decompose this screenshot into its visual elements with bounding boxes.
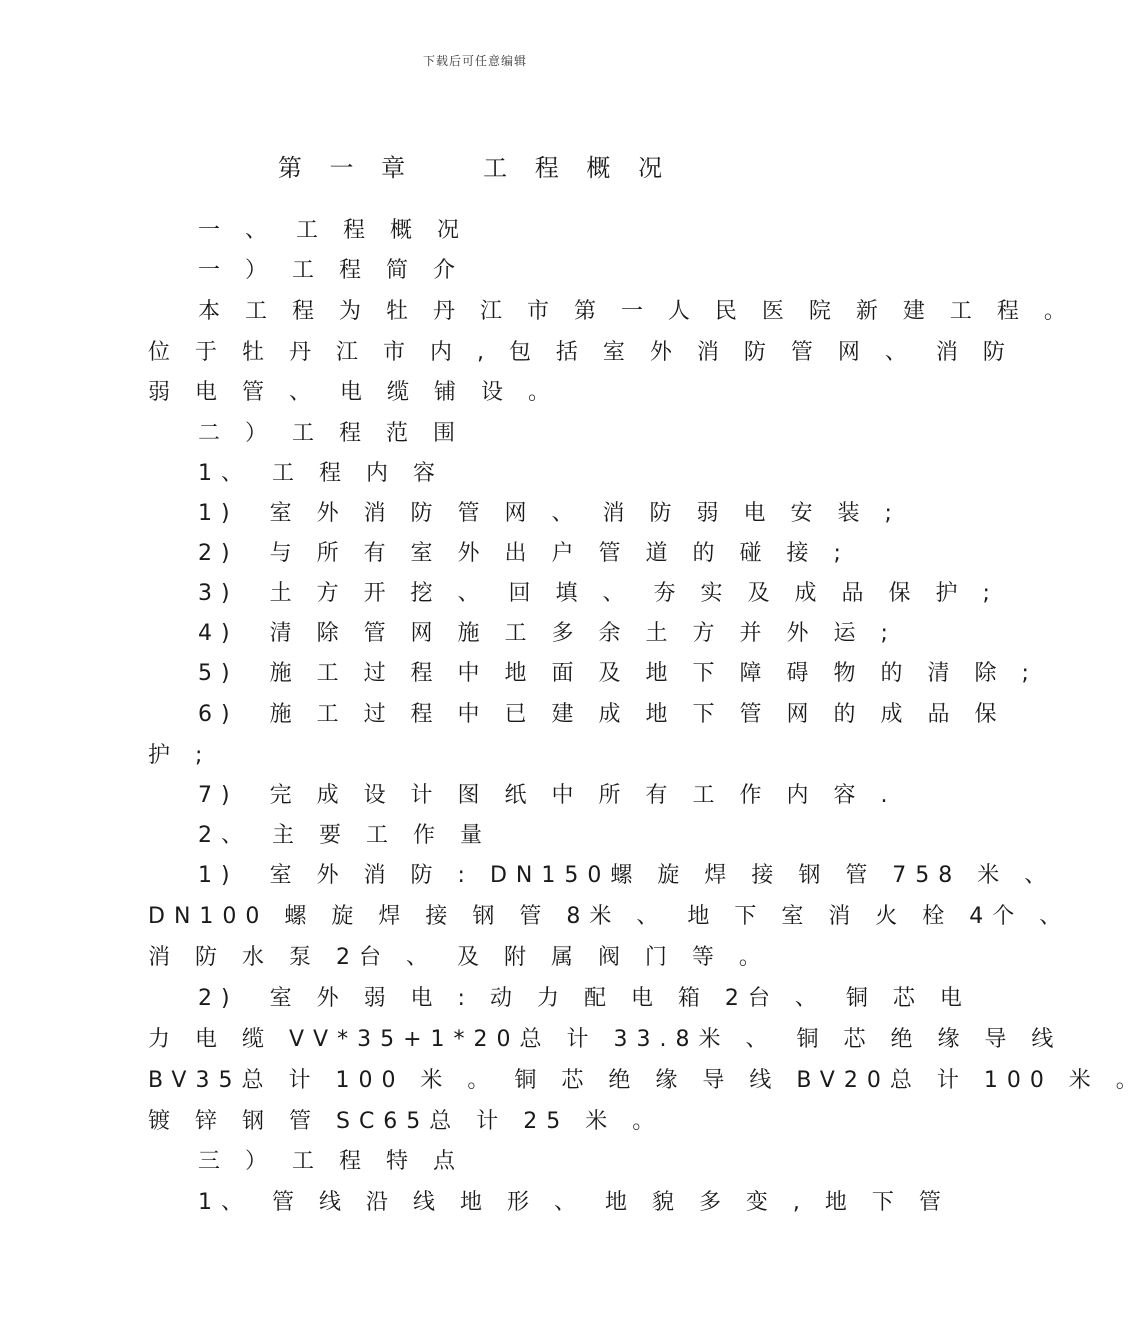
list-item-continuation: 消 防 水 泵 2台 、 及 附 属 阀 门 等 。 bbox=[148, 945, 770, 970]
section-heading: 一 、 工 程 概 况 bbox=[198, 218, 468, 243]
paragraph-line: 位 于 牡 丹 江 市 内 , 包 括 室 外 消 防 管 网 、 消 防 bbox=[148, 340, 1014, 365]
header-note: 下载后可任意编辑 bbox=[422, 54, 527, 68]
item-heading: 2、 主 要 工 作 量 bbox=[198, 823, 491, 848]
list-item: 5) 施 工 过 程 中 地 面 及 地 下 障 碍 物 的 清 除 ; bbox=[198, 661, 1038, 686]
chapter-title: 第 一 章 工 程 概 况 bbox=[277, 154, 673, 182]
list-item: 4) 清 除 管 网 施 工 多 余 土 方 并 外 运 ; bbox=[198, 621, 897, 646]
list-item: 1) 室 外 消 防 管 网 、 消 防 弱 电 安 装 ; bbox=[198, 501, 901, 526]
item-heading: 1、 管 线 沿 线 地 形 、 地 貌 多 变 , 地 下 管 bbox=[198, 1190, 950, 1215]
list-item-continuation: 护 ; bbox=[148, 743, 212, 768]
list-item-continuation: DN100 螺 旋 焊 接 钢 管 8米 、 地 下 室 消 火 栓 4个 、 bbox=[148, 904, 1071, 929]
list-item-continuation: BV35总 计 100 米 。 铜 芯 绝 缘 导 线 BV20总 计 100 米 。 bbox=[148, 1068, 1147, 1093]
list-item: 1) 室 外 消 防 : DN150螺 旋 焊 接 钢 管 758 米 、 bbox=[198, 863, 1056, 888]
list-item: 2) 与 所 有 室 外 出 户 管 道 的 碰 接 ; bbox=[198, 541, 850, 566]
paragraph-line: 本 工 程 为 牡 丹 江 市 第 一 人 民 医 院 新 建 工 程 。 bbox=[198, 299, 1075, 324]
item-heading: 1、 工 程 内 容 bbox=[198, 461, 444, 486]
list-item: 3) 土 方 开 挖 、 回 填 、 夯 实 及 成 品 保 护 ; bbox=[198, 581, 999, 606]
list-item: 2) 室 外 弱 电 : 动 力 配 电 箱 2台 、 铜 芯 电 bbox=[198, 986, 971, 1011]
paragraph-line: 弱 电 管 、 电 缆 铺 设 。 bbox=[148, 380, 559, 405]
subsection-heading: 二 ） 工 程 范 围 bbox=[198, 421, 464, 446]
subsection-heading: 三 ） 工 程 特 点 bbox=[198, 1149, 464, 1174]
subsection-heading: 一 ） 工 程 简 介 bbox=[198, 258, 464, 283]
list-item-continuation: 镀 锌 钢 管 SC65总 计 25 米 。 bbox=[148, 1109, 664, 1134]
list-item: 7) 完 成 设 计 图 纸 中 所 有 工 作 内 容 . bbox=[198, 783, 897, 808]
list-item: 6) 施 工 过 程 中 已 建 成 地 下 管 网 的 成 品 保 bbox=[198, 702, 1006, 727]
list-item-continuation: 力 电 缆 VV*35+1*20总 计 33.8米 、 铜 芯 绝 缘 导 线 bbox=[148, 1027, 1063, 1052]
